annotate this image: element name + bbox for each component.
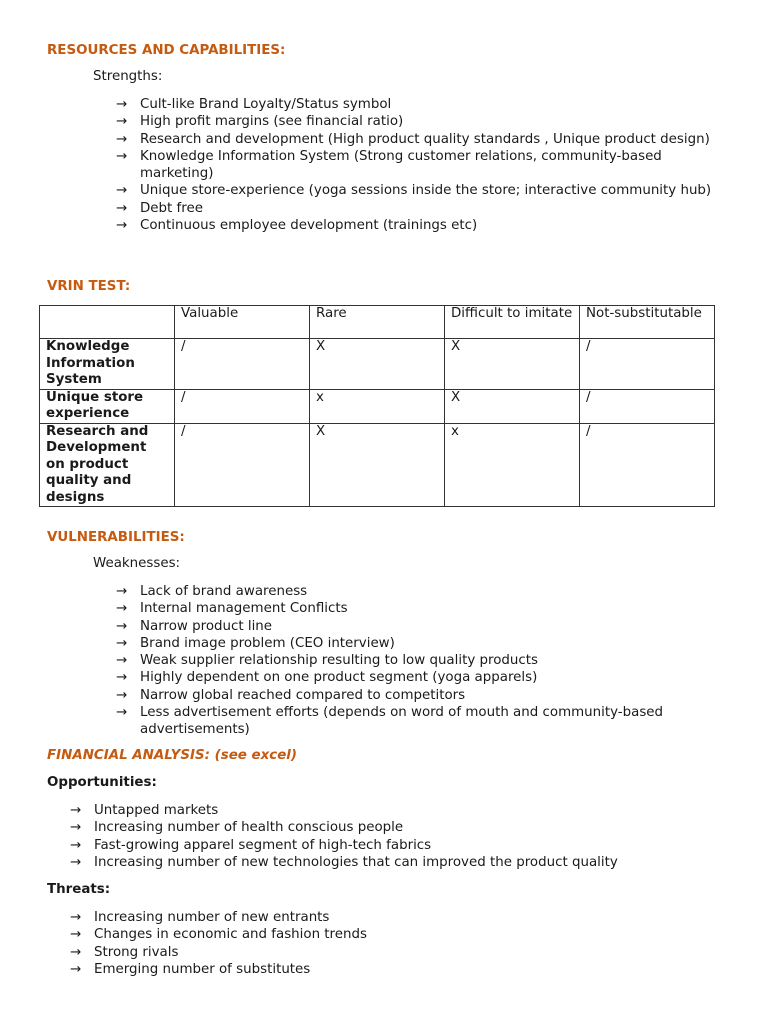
list-item [116,200,716,217]
vrin-col-not-substitutable: Not-substitutable [580,306,715,339]
vrin-cell: X [445,389,580,423]
resources-heading: RESOURCES AND CAPABILITIES: [47,43,286,58]
vrin-cell: x [445,423,580,507]
threats-heading: Threats: [47,882,111,897]
list-item [116,635,716,652]
list-item [116,131,716,148]
arrow-right-icon: → [116,218,128,234]
arrow-right-icon: → [116,705,128,721]
list-item-text: Untapped markets [94,803,219,818]
list-item [116,182,716,199]
vrin-heading: VRIN TEST: [47,279,131,294]
vrin-col-valuable: Valuable [175,306,310,339]
vrin-col-rare: Rare [310,306,445,339]
list-item-text: Changes in economic and fashion trends [94,927,367,943]
vrin-cell: X [445,339,580,390]
list-item-text: Continuous employee development (trainings etc) [140,218,478,234]
list-item-text: Emerging number of substitutes [94,961,311,977]
list-item-text: Internal management Conflicts [140,601,348,617]
arrow-right-icon: → [116,584,128,599]
list-item [116,96,716,113]
opportunities-heading: Opportunities: [47,775,157,790]
financial-analysis-heading: FINANCIAL ANALYSIS: (see excel) [47,748,298,763]
list-item-text: Increasing number of new entrants [94,910,330,925]
list-item [70,854,710,871]
list-item [70,926,710,943]
vrin-cell: X [310,423,445,507]
list-item [70,961,710,978]
arrow-right-icon: → [70,854,82,870]
list-item-text: Unique store-experience (yoga sessions inside the store; interactive community hub) [140,183,712,199]
list-item [116,687,716,704]
arrow-right-icon: → [116,670,128,686]
list-item [116,583,716,600]
list-item [70,819,710,836]
arrow-right-icon: → [116,687,128,703]
list-item-text: Strong rivals [94,944,179,960]
arrow-right-icon: → [70,820,82,836]
arrow-right-icon: → [116,148,128,164]
table-row [40,389,715,423]
vrin-cell: / [580,339,715,390]
list-item [116,600,716,617]
weaknesses-list [116,583,716,739]
list-item-text: Research and development (High product quality standards , Unique product design) [140,131,710,147]
list-item-text: Narrow global reached compared to competitors [140,687,466,703]
table-row [40,423,715,507]
list-item-text: Increasing number of health conscious people [94,820,404,836]
vrin-row-label: Research and Development on product quality and designs [40,423,175,507]
list-item [70,837,710,854]
vrin-header-row [40,306,715,339]
arrow-right-icon: → [116,601,128,617]
vrin-row-label: Knowledge Information System [40,339,175,390]
list-item-text: Knowledge Information System (Strong customer relations, community-based marketing) [140,148,662,182]
arrow-right-icon: → [116,97,128,112]
arrow-right-icon: → [116,653,128,669]
list-item [116,618,716,635]
arrow-right-icon: → [116,131,128,147]
list-item-text: Increasing number of new technologies that can improved the product quality [94,854,618,870]
vrin-table [39,305,715,507]
vrin-corner-cell [40,306,175,339]
list-item-text: Weak supplier relationship resulting to low quality products [140,653,538,669]
vrin-cell: / [580,423,715,507]
vrin-cell: / [175,389,310,423]
list-item [116,148,716,183]
list-item [70,802,710,819]
table-row [40,339,715,390]
list-item [116,652,716,669]
weaknesses-subheading: Weaknesses: [93,556,181,571]
strengths-list [116,96,716,234]
vrin-cell: x [310,389,445,423]
list-item-text: Brand image problem (CEO interview) [140,635,395,651]
list-item-text: Debt free [140,200,203,216]
list-item-text: Fast-growing apparel segment of high-tech fabrics [94,837,432,853]
opportunities-list [70,802,710,871]
list-item-text: Cult-like Brand Loyalty/Status symbol [140,97,392,112]
vrin-cell: / [175,423,310,507]
vrin-row-label: Unique store experience [40,389,175,423]
list-item-text: High profit margins (see financial ratio) [140,114,404,130]
vulnerabilities-heading: VULNERABILITIES: [47,530,185,545]
list-item-text: Lack of brand awareness [140,584,308,599]
arrow-right-icon: → [116,114,128,130]
arrow-right-icon: → [70,927,82,943]
arrow-right-icon: → [116,183,128,199]
arrow-right-icon: → [116,635,128,651]
list-item-text: Less advertisement efforts (depends on word of mouth and community-based advertisements) [140,705,664,738]
strengths-subheading: Strengths: [93,69,163,84]
vrin-cell: X [310,339,445,390]
vrin-cell: / [580,389,715,423]
arrow-right-icon: → [70,837,82,853]
arrow-right-icon: → [70,910,82,925]
threats-list [70,909,710,978]
list-item-text: Highly dependent on one product segment (yoga apparels) [140,670,538,686]
list-item [70,909,710,926]
list-item-text: Narrow product line [140,618,273,634]
vrin-cell: / [175,339,310,390]
arrow-right-icon: → [70,944,82,960]
list-item [116,669,716,686]
list-item [116,113,716,130]
list-item [116,217,716,234]
arrow-right-icon: → [116,618,128,634]
arrow-right-icon: → [70,803,82,818]
list-item [116,704,716,739]
arrow-right-icon: → [70,961,82,977]
arrow-right-icon: → [116,200,128,216]
list-item [70,944,710,961]
vrin-col-difficult-to-imitate: Difficult to imitate [445,306,580,339]
